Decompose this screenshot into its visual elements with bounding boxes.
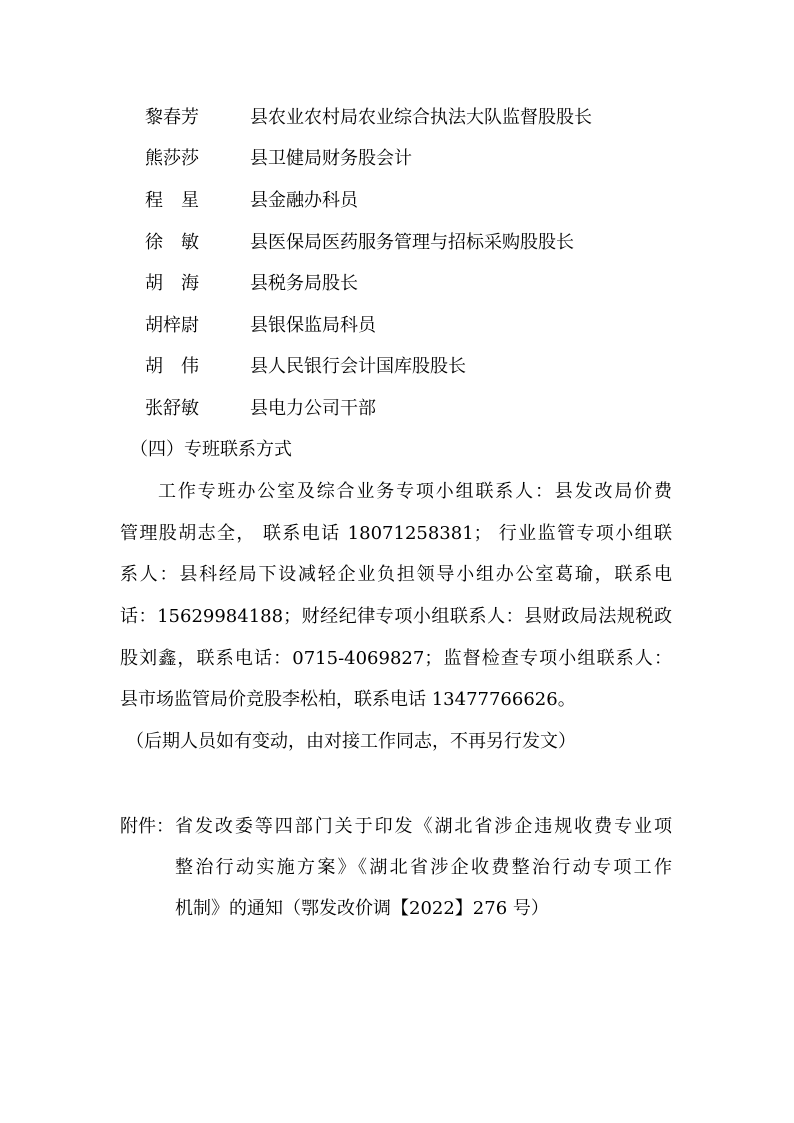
- member-role: 县医保局医药服务管理与招标采购股股长: [250, 232, 574, 253]
- member-role: 县金融办科员: [250, 190, 358, 211]
- attachment-line: 省发改委等四部门关于印发《湖北省涉企违规收费专业项: [175, 816, 672, 837]
- member-name: 胡梓尉: [145, 315, 199, 336]
- member-name: 徐 敏: [145, 232, 199, 253]
- member-role: 县卫健局财务股会计: [250, 148, 412, 169]
- member-role: 县银保监局科员: [250, 315, 376, 336]
- paragraph-line: 话：15629984188；财经纪律专项小组联系人：县财政局法规税政: [120, 606, 672, 627]
- member-role: 县人民银行会计国库股股长: [250, 356, 466, 377]
- member-name: 胡 伟: [145, 356, 199, 377]
- member-name: 胡 海: [145, 273, 199, 294]
- section-heading: （四）专班联系方式: [130, 439, 292, 460]
- member-name: 程 星: [145, 190, 199, 211]
- member-role: 县税务局股长: [250, 273, 358, 294]
- paragraph-line: 工作专班办公室及综合业务专项小组联系人：县发改局价费: [158, 481, 672, 502]
- member-role: 县农业农村局农业综合执法大队监督股股长: [250, 107, 592, 128]
- attachment-label: 附件：: [120, 816, 174, 837]
- member-name: 熊莎莎: [145, 148, 199, 169]
- paragraph-line: 系人：县科经局下设减轻企业负担领导小组办公室葛瑜，联系电: [120, 564, 672, 585]
- attachment-line: 机制》的通知（鄂发改价调【2022】276 号）: [175, 898, 549, 919]
- paragraph-line: 管理股胡志全， 联系电话 18071258381； 行业监管专项小组联: [120, 523, 672, 544]
- member-name: 张舒敏: [145, 398, 199, 419]
- attachment-line: 整治行动实施方案》《湖北省涉企收费整治行动专项工作: [175, 857, 672, 878]
- paragraph-line: 股刘鑫，联系电话：0715-4069827；监督检查专项小组联系人：: [120, 648, 672, 669]
- member-name: 黎春芳: [145, 107, 199, 128]
- note-text: （后期人员如有变动，由对接工作同志，不再另行发文）: [126, 731, 576, 752]
- paragraph-line: 县市场监管局价竞股李松柏，联系电话 13477766626。: [120, 689, 576, 710]
- member-role: 县电力公司干部: [250, 398, 376, 419]
